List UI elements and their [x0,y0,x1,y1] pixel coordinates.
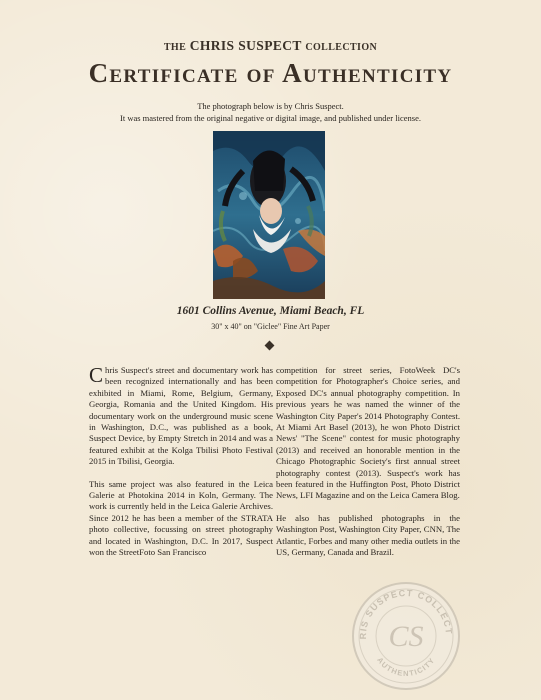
bio-column-right [276,365,460,570]
collection-artist: CHRIS SUSPECT [189,38,302,53]
seal-emblem-icon [350,580,462,692]
intro-line-2: It was mastered from the original negative or digital image, and published under license. [120,113,421,123]
seal-top-text: RIS SUSPECT COLLECT [357,587,455,640]
artwork-title: 1601 Collins Avenue, Miami Beach, FL [176,305,365,317]
seal-bottom-text: AUTHENTICITY [375,655,437,679]
bio-paragraph-1 [89,365,273,468]
bio-paragraph-4: He also has published photographs in the Washington Post, Washington City Paper, CNN, The Atlantic, Forbes and many other media outlets in the US, Germany, Canada and Brazil. [276,512,460,558]
bio-paragraph-3: competition for street series, FotoWeek DC's competition for Photographer's Choice series, and Exposed DC's annual photography competition. In previous years he was named the winner of the Washington City Paper's 2014 Photography Contest. At Miami Art Basel (2013), he won Photo District News' "The Scene" contest for music photography (2013) and received an honorable mention in the Chicago Photographic Society's first annual street photography contest (2013). Suspect's work has been featured in the Huffington Post, Photo District News, LFI Magazine and on the Leica Camera Blog. [276,365,460,501]
intro-line-1: The photograph below is by Chris Suspect. [197,101,344,111]
bio-column-left [89,365,273,570]
artwork-image [213,131,325,299]
bio-paragraph-2: This same project was also featured in the Leica Galerie at Photokina 2014 in Koln, Germany. The work is currently held in the Leica Galerie Archives. Since 2012 he has been a member of the STRATA photo collective, focussing on street photography and located in Washington, D.C. In 2017, Suspect won the StreetFoto San Francisco [89,478,273,558]
collection-prefix: THE [163,42,187,53]
certificate-title: Certificate of Authenticity [88,58,453,88]
artwork-medium: 30" x 40" on "Giclee" Fine Art Paper [211,322,330,331]
authenticity-seal [350,580,462,692]
collection-name [0,38,541,54]
intro-text [0,100,541,124]
artwork-photo [213,131,325,299]
bio-paragraph-1-text: hris Suspect's street and documentary work has been recognized internationally and has been exhibited in Miami, Rome, Belgium, Germany, Georgia, Romania and the United Kingdom. His documentary work on the underground music scene in Washington, D.C., was published as a book, Suspect Device, by Empty Stretch in 2014 and was a featured exhibit at the Kolga Tbilisi Photo Festival 2015 in Tbilisi, Georgia. [89,365,273,467]
collection-suffix: COLLECTION [305,42,378,53]
diamond-ornament-icon [265,341,275,351]
seal-monogram: CS [388,620,424,653]
drop-cap: C [89,363,104,387]
